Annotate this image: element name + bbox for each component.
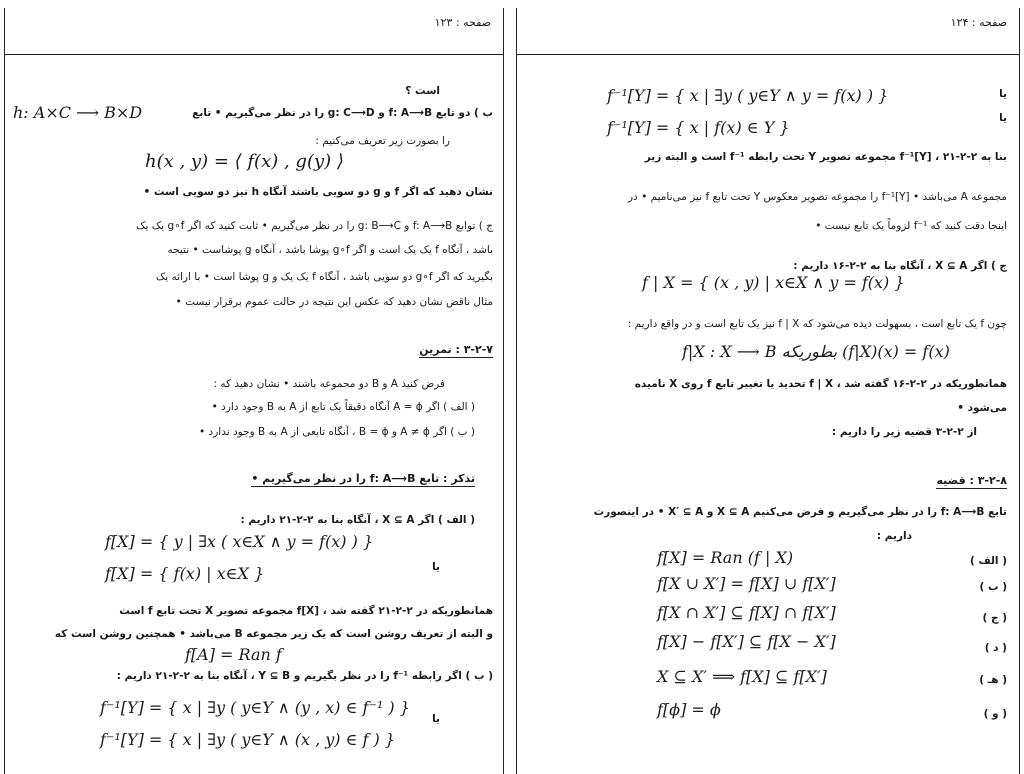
formula-line: f⁻¹[Y] = { x | ∃y ( y∈Y ∧ (y , x) ∈ f⁻¹ ) } [100,698,410,717]
text-line: ( ب ) [979,581,1007,593]
text-line: مجموعه A می‌باشد • f⁻¹[Y] را مجموعه تصویر معکوس Y تحت تابع f نیز می‌نامیم • در [627,191,1007,203]
text-line: همانطوریکه در ۲-۲-۱۶ گفته شد ، f | X تحدید یا تغییر تابع f روی X نامیده [634,378,1007,390]
text-line: چون f یک تابع است ، بسهولت دیده می‌شود که f | X نیز یک تابع است و در واقع داریم : [627,318,1007,330]
text-line: است ؟ [405,85,440,97]
text-line: نشان دهید که اگر f و g دو سویی باشند آنگاه h نیز دو سویی است • [143,186,493,198]
text-line: تابع f: A⟶B را در نظر می‌گیریم و فرض می‌کنیم X ⊆ A و X′ ⊆ A • در اینصورت [593,506,1007,518]
text-line: ( ج ) [982,612,1007,624]
text-line: ۳-۲-۸ : قضیه [936,474,1007,487]
page-number: صفحه : ۱۲۴ [950,16,1007,29]
text-line: و البته از تعریف روشن است که یک زیر مجموعه B می‌باشد • همچنین روشن است که [54,628,493,640]
text-line: همانطوریکه در ۲-۲-۲۱ گفته شد ، f[X] مجموعه تصویر X تحت تابع f است [119,605,493,617]
formula-line: f⁻¹[Y] = { x | f(x) ∈ Y } [607,118,790,137]
formula-line: f[X] = Ran (f | X) [657,548,794,567]
formula-line: h: A×C ⟶ B×D [13,103,143,122]
text-line: بگیرید که اگر g∘f دو سویی باشد ، آنگاه f یک یک و g پوشا است • با ارائه یک [155,271,493,283]
text-line: ( هـ ) [979,674,1007,686]
text-line: از ۲-۲-۳ قضیه زیر را داریم : [831,426,977,438]
text-line: یا [999,88,1007,100]
page-number: صفحه : ۱۲۳ [434,16,491,29]
text-line: یا [432,713,440,725]
right-book-page [516,8,1020,774]
formula-line: f⁻¹[Y] = { x | ∃y ( y∈Y ∧ y = f(x) ) } [607,86,889,105]
text-line: یا [432,561,440,573]
formula-line: f[X] = { f(x) | x∈X } [105,564,265,583]
formula-line: f[ϕ] = ϕ [657,700,721,719]
text-line: را بصورت زیر تعریف می‌کنیم : [315,135,450,147]
text-line: ج ) توابع f: A⟶B و g: B⟶C را در نظر می‌گیریم • ثابت کنید که اگر g∘f یک یک [136,220,493,232]
left-book-page [4,8,504,774]
header-rule [5,54,503,55]
text-line: ( د ) [984,642,1007,654]
formula-line: X ⊆ X′ ⟹ f[X] ⊆ f[X′] [657,667,827,686]
text-line: ( ب ) اگر A ≠ ϕ و B = ϕ ، آنگاه تابعی از A به B وجود ندارد • [199,426,475,438]
text-line: اینجا دقت کنید که f⁻¹ لزوماً یک تابع نیست • [815,220,1007,232]
text-line: ب ) دو تابع f: A⟶B و g: C⟶D را در نظر می‌گیریم • تابع [192,107,493,119]
text-line: تذکر : تابع f: A⟶B را در نظر می‌گیریم • [251,472,475,485]
formula-line: f⁻¹[Y] = { x | ∃y ( y∈Y ∧ (x , y) ∈ f ) } [100,730,396,749]
text-line: یا [999,112,1007,124]
text-line: ( و ) [983,708,1007,720]
text-line: فرض کنید A و B دو مجموعه باشند • نشان دهید که : [213,378,445,390]
formula-line: f[X] − f[X′] ⊆ f[X − X′] [657,632,836,651]
text-line: می‌شود • [957,402,1007,414]
formula-line: f[X ∩ X′] ⊆ f[X] ∩ f[X′] [657,603,836,622]
text-line: مثال ناقض نشان دهید که عکس این نتیجه در حالت عموم برقرار نیست • [175,296,493,308]
formula-line: f[A] = Ran f [185,645,282,664]
formula-line: f[X] = { y | ∃x ( x∈X ∧ y = f(x) ) } [105,532,374,551]
formula-line: h(x , y) = ⟨ f(x) , g(y) ⟩ [145,151,344,172]
formula-line: f[X ∪ X′] = f[X] ∪ f[X′] [657,574,836,593]
text-line: ( الف ) اگر A = ϕ آنگاه دقیقاً یک تابع از A به B وجود دارد • [211,401,475,413]
formula-line: f|X : X ⟶ B بطوریکه (f|X)(x) = f(x) [682,342,950,361]
text-line: ۳-۲-۷ : تمرین [419,343,493,356]
text-line: ( الف ) اگر X ⊆ A ، آنگاه بنا به ۲-۲-۲۱ داریم : [240,514,475,526]
header-rule [517,54,1019,55]
text-line: باشد ، آنگاه f یک یک است و اگر g∘f پوشا باشد ، آنگاه g پوشاست • نتیجه [167,244,493,256]
text-line: ( الف ) [970,555,1007,567]
text-line: ج ) اگر X ⊆ A ، آنگاه بنا به ۲-۲-۱۶ داریم : [793,260,1007,272]
text-line: داریم : [876,530,912,542]
formula-line: f | X = { (x , y) | x∈X ∧ y = f(x) } [642,273,905,292]
text-line: بنا به ۲-۲-۲۱ ، f⁻¹[Y] مجموعه تصویر Y تحت رابطه f⁻¹ است و البته زیر [644,151,1007,163]
text-line: ( ب ) اگر رابطه f⁻¹ را در نظر بگیریم و Y ⊆ B ، آنگاه بنا به ۲-۲-۲۱ داریم : [116,670,493,682]
